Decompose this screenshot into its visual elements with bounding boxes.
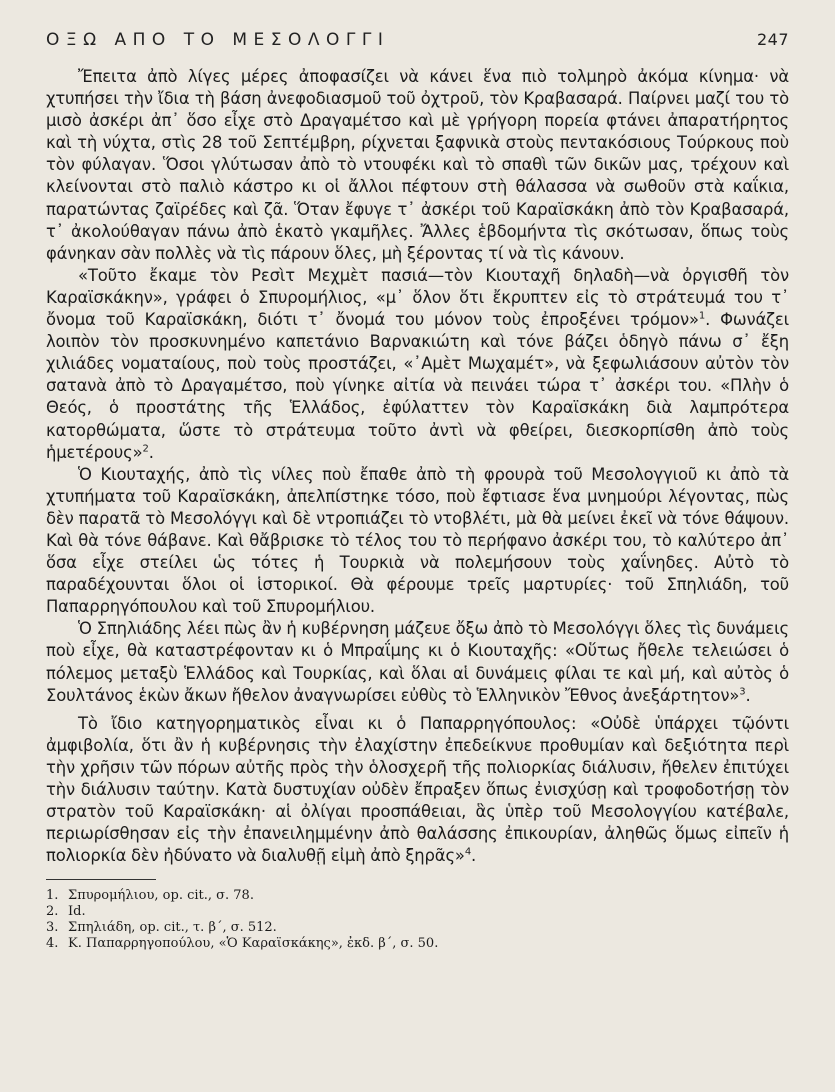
footnote-ref-3: 3	[739, 686, 746, 698]
paragraph-5-text: Τὸ ἴδιο κατηγορηματικὸς εἶναι κι ὁ Παπαρρηγόπουλος: «Οὐδὲ ὑπάρχει τῷόντι ἀμφιβολία, ὅτι ἂν ἡ κυβέρνησις τὴν ἐλαχίστην ἐπεδείκνυε προθυμίαν καὶ δεξιότητα περὶ τὴν χρῆσιν τῶν πόρων αὐτῆς πρὸς τὴν ὁλοσχερῆ τῆς πολιορκίας διάλυσιν, ἤθελεν ἐπιτύχει τὴν διάλυσιν ταύτην. Κατὰ δυστυχίαν οὐδὲν ἔπραξεν ὅπως ἐνισχύσῃ καὶ τροφοδοτήσῃ τὸν στρατὸν τοῦ Καραϊσκάκη· αἱ ὀλίγαι προσπάθειαι, ἃς ὑπὲρ τοῦ Μεσολογγίου κατέβαλε, περιωρίσθησαν εἰς τὴν ἐπανειλημμένην ἀπὸ θαλάσσης ἐπικουρίαν, ἀληθῶς ὅμως εἰπεῖν ἡ πολιορκία δὲν ἠδύνατο νὰ διαλυθῇ εἰμὴ ἀπὸ ξηρᾶς»	[46, 713, 789, 866]
body-text	[46, 66, 789, 867]
paragraph-3-text: Ὁ Κιουταχής, ἀπὸ τὶς νίλες ποὺ ἔπαθε ἀπὸ τὴ φρουρὰ τοῦ Μεσολογγιοῦ κι ἀπὸ τὰ χτυπήματα τοῦ Καραϊσκάκη, ἀπελπίστηκε τόσο, ποὺ ἔφτιασε ἕνα μνημούρι λέγοντας, πὼς δὲν παρατᾶ τὸ Μεσολόγγι καὶ δὲ ντροπιάζει τὸ ντοβλέτι, μὰ θὰ μείνει ἐκεῖ νὰ τόνε θάψουν. Καὶ θὰ τόνε θάβανε. Καὶ θἄβρισκε τὸ τέλος του τὸ περήφανο ἀσκέρι του, τὸ καλύτερο ἀπ᾿ ὅσα εἶχε στείλει ὡς τότες ἡ Τουρκιὰ νὰ πολεμήσουν τοὺς χαΐνηδες. Αὐτὸ τὸ παραδέχουνται ὅλοι οἱ ἱστορικοί. Θὰ φέρουμε τρεῖς μαρτυρίες· τοῦ Σπηλιάδη, τοῦ Παπαρρηγόπουλου καὶ τοῦ Σπυρομήλιου.	[46, 464, 789, 617]
paragraph-2-continued: . Φωνάζει λοιπὸν τὸν προσκυνημένο καπετάνιο Βαρνακιώτη καὶ τόνε βάζει ὁδηγὸ πάνω σ᾿ ἔξη χιλιάδες νοματαίους, ποὺ τοὺς προστάζει, «᾿Αμὲτ Μωχαμέτ», νὰ ξεφωλιάσουν αὐτὸν τὸν σατανὰ ἀπὸ τὸ Δραγαμέτσο, ποὺ γίνηκε αἰτία νὰ πεινάει τώρα τ᾿ ἀσκέρι του. «Πλὴν ὁ Θεός, ὁ προστάτης τῆς Ἑλλάδος, ἐφύλαττεν τὸν Καραϊσκάκη διὰ λαμπρότερα κατορθώματα, ὥστε τὸ στράτευμα τοῦτο ἀντὶ νὰ φθείρει, διεσκορπίσθη ἀπὸ τοὺς ἡμετέρους»	[46, 310, 789, 462]
footnote-ref-2: 2	[142, 443, 149, 455]
footnote-2	[46, 904, 789, 920]
footnote-text: Σπυρομήλιου, op. cit., σ. 78.	[68, 888, 254, 904]
paragraph-1	[46, 66, 789, 265]
footnote-ref-4: 4	[464, 846, 472, 858]
footnote-number: 1.	[46, 888, 59, 904]
footnote-text: Σπηλιάδη, op. cit., τ. β΄, σ. 512.	[68, 919, 277, 935]
paragraph-2: «Τοῦτο ἔκαμε τὸν Ρεσὶτ Μεχμὲτ πασιά—τὸν Κιουταχῆ δηλαδὴ—νὰ ὀργισθῆ τὸν Καραϊσκάκην», γράφει ὁ Σπυρομήλιος, «μ᾿ ὅλον ὅτι ἔκρυπτεν εἰς τὸ στράτευμά του τ᾿ ὄνομα τοῦ Καραϊσκάκη, διότι τ᾿ ὄνομά του μόνον τοὺς ἐπροξένει τρόμον»$^1$. Φωνάζει λοιπὸν τὸν προσκυνημένο καπετάνιο Βαρνακιώτη καὶ τόνε βάζει ὁδηγὸ πάνω σ᾿ ἔξη χιλιάδες νοματαίους, ποὺ τοὺς προστάζει, «᾿Αμὲτ Μωχαμέτ», νὰ ξεφωλιάσουν αὐτὸν τὸν σατανὰ ἀπὸ τὸ Δραγαμέτσο, ποὺ γίνηκε αἰτία νὰ πεινάει τώρα τ᾿ ἀσκέρι του. «Πλὴν ὁ Θεός, ὁ προστάτης τῆς Ἑλλάδος, ἐφύλαττεν τὸν Καραϊσκάκη διὰ λαμπρότερα κατορθώματα, ὥστε τὸ στράτευμα τοῦτο ἀντὶ νὰ φθείρει, διεσκορπίσθη ἀπὸ τοὺς ἡμετέρους»$^2$.	[46, 265, 789, 462]
footnote-text: Id.	[68, 904, 86, 920]
paragraph-5: Τὸ ἴδιο κατηγορηματικὸς εἶναι κι ὁ Παπαρρηγόπουλος: «Οὐδὲ ὑπάρχει τῷόντι ἀμφιβολία, ὅτι ἂν ἡ κυβέρνησις τὴν ἐλαχίστην ἐπεδείκνυε προθυμίαν καὶ δεξιότητα περὶ τὴν χρῆσιν τῶν πόρων αὐτῆς πρὸς τὴν ὁλοσχερῆ τῆς πολιορκίας διάλυσιν, ἤθελεν ἐπιτύχει τὴν διάλυσιν ταύτην. Κατὰ δυστυχίαν οὐδὲν ἔπραξεν ὅπως ἐνισχύσῃ καὶ τροφοδοτήσῃ τὸν στρατὸν τοῦ Καραϊσκάκη· αἱ ὀλίγαι προσπάθειαι, ἃς ὑπὲρ τοῦ Μεσολογγίου κατέβαλε, περιωρίσθησαν εἰς τὴν ἐπανειλημμένην ἀπὸ θαλάσσης ἐπικουρίαν, ἀληθῶς ὅμως εἰπεῖν ἡ πολιορκία δὲν ἠδύνατο νὰ διαλυθῇ εἰμὴ ἀπὸ ξηρᾶς»$^4$.	[46, 713, 789, 866]
paragraph-2-text: «Τοῦτο ἔκαμε τὸν Ρεσὶτ Μεχμὲτ πασιά—τὸν Κιουταχῆ δηλαδὴ—νὰ ὀργισθῆ τὸν Καραϊσκάκην», γράφει ὁ Σπυρομήλιος, «μ᾿ ὅλον ὅτι ἔκρυπτεν εἰς τὸ στράτευμά του τ᾿ ὄνομα τοῦ Καραϊσκάκη, διότι τ᾿ ὄνομά του μόνον τοὺς ἐπροξένει τρόμον»	[46, 265, 789, 330]
footnote-rule	[46, 879, 156, 880]
paragraph-1-text: Ἔπειτα ἀπὸ λίγες μέρες ἀποφασίζει νὰ κάνει ἕνα πιὸ τολμηρὸ ἀκόμα κίνημα· νὰ χτυπήσει τὴν ἴδια τὴ βάση ἀνεφοδιασμοῦ τοῦ ὀχτροῦ, τὸν Κραβασαρά. Παίρνει μαζί του τὸ μισὸ ἀσκέρι ἀπ᾿ ὅσο εἶχε στὸ Δραγαμέτσο καὶ μὲ γρήγορη πορεία φτάνει ἀπαρατήρητος καὶ τὴ νύχτα, στὶς 28 τοῦ Σεπτέμβρη, ρίχνεται ξαφνικὰ στοὺς πεντακόσιους Τούρκους ποὺ τὸν φύλαγαν. Ὅσοι γλύτωσαν ἀπὸ τὸ ντουφέκι καὶ τὸ σπαθὶ τῶν δικῶν μας, τρέχουν καὶ κλείνονται στὸ παλιὸ κάστρο κι οἱ ἄλλοι πέφτουν στὴ θάλασσα νὰ σωθοῦν στὰ καΐκια, παρατώντας ζαϊρέδες καὶ ζᾶ. Ὅταν ἔφυγε τ᾿ ἀσκέρι τοῦ Καραϊσκάκη ἀπὸ τὸν Κραβασαρά, τ᾿ ἀκολούθαγαν πάνω ἀπὸ ἑκατὸ γκαμῆλες. Ἄλλες ἑβδομήντα τὶς σκότωσαν, ὅπως τοὺς φάνηκαν σὰν πολλὲς νὰ τὶς πάρουν ὅλες, μὴ ξέροντας τί νὰ τὶς κάνουν.	[46, 67, 789, 263]
footnote-4	[46, 936, 789, 952]
footnote-text: Κ. Παπαρρηγοπούλου, «Ὁ Καραϊσκάκης», ἐκδ. β΄, σ. 50.	[68, 935, 439, 951]
running-title: ΟΞΩ ΑΠΟ ΤΟ ΜΕΣΟΛΟΓΓΙ	[46, 30, 390, 50]
running-head	[46, 30, 789, 64]
footnote-1	[46, 888, 789, 904]
footnote-ref-1: 1	[698, 310, 706, 322]
paragraph-4: Ὁ Σπηλιάδης λέει πὼς ἂν ἡ κυβέρνηση μάζευε ὄξω ἀπὸ τὸ Μεσολόγγι ὅλες τὶς δυνάμεις ποὺ εἶχε, θὰ καταστρέφονταν κι ὁ Μπραΐμης κι ὁ Κιουταχῆς: «Οὕτως ἤθελε τελειώσει ὁ πόλεμος μεταξὺ Ἑλλάδος καὶ Τουρκίας, καὶ ὅλαι αἱ δυνάμεις φίλαι τε καὶ μή, καὶ αὐτὸς ὁ Σουλτάνος ἑκὼν ἄκων ἤθελον ἀναγνωρίσει εὐθὺς τὸ Ἑλληνικὸν Ἔθνος ἀνεξάρτητον»$^3$.	[46, 619, 789, 705]
footnote-number: 4.	[46, 935, 59, 951]
paragraph-3	[46, 464, 789, 619]
footnotes	[46, 888, 789, 951]
footnote-number: 3.	[46, 919, 59, 935]
paragraph-4-text: Ὁ Σπηλιάδης λέει πὼς ἂν ἡ κυβέρνηση μάζευε ὄξω ἀπὸ τὸ Μεσολόγγι ὅλες τὶς δυνάμεις ποὺ εἶχε, θὰ καταστρέφονταν κι ὁ Μπραΐμης κι ὁ Κιουταχῆς: «Οὕτως ἤθελε τελειώσει ὁ πόλεμος μεταξὺ Ἑλλάδος καὶ Τουρκίας, καὶ ὅλαι αἱ δυνάμεις φίλαι τε καὶ μή, καὶ αὐτὸς ὁ Σουλτάνος ἑκὼν ἄκων ἤθελον ἀναγνωρίσει εὐθὺς τὸ Ἑλληνικὸν Ἔθνος ἀνεξάρτητον»	[46, 619, 789, 705]
footnote-number: 2.	[46, 904, 59, 920]
page-number: 247	[756, 30, 789, 49]
footnote-3	[46, 920, 789, 936]
